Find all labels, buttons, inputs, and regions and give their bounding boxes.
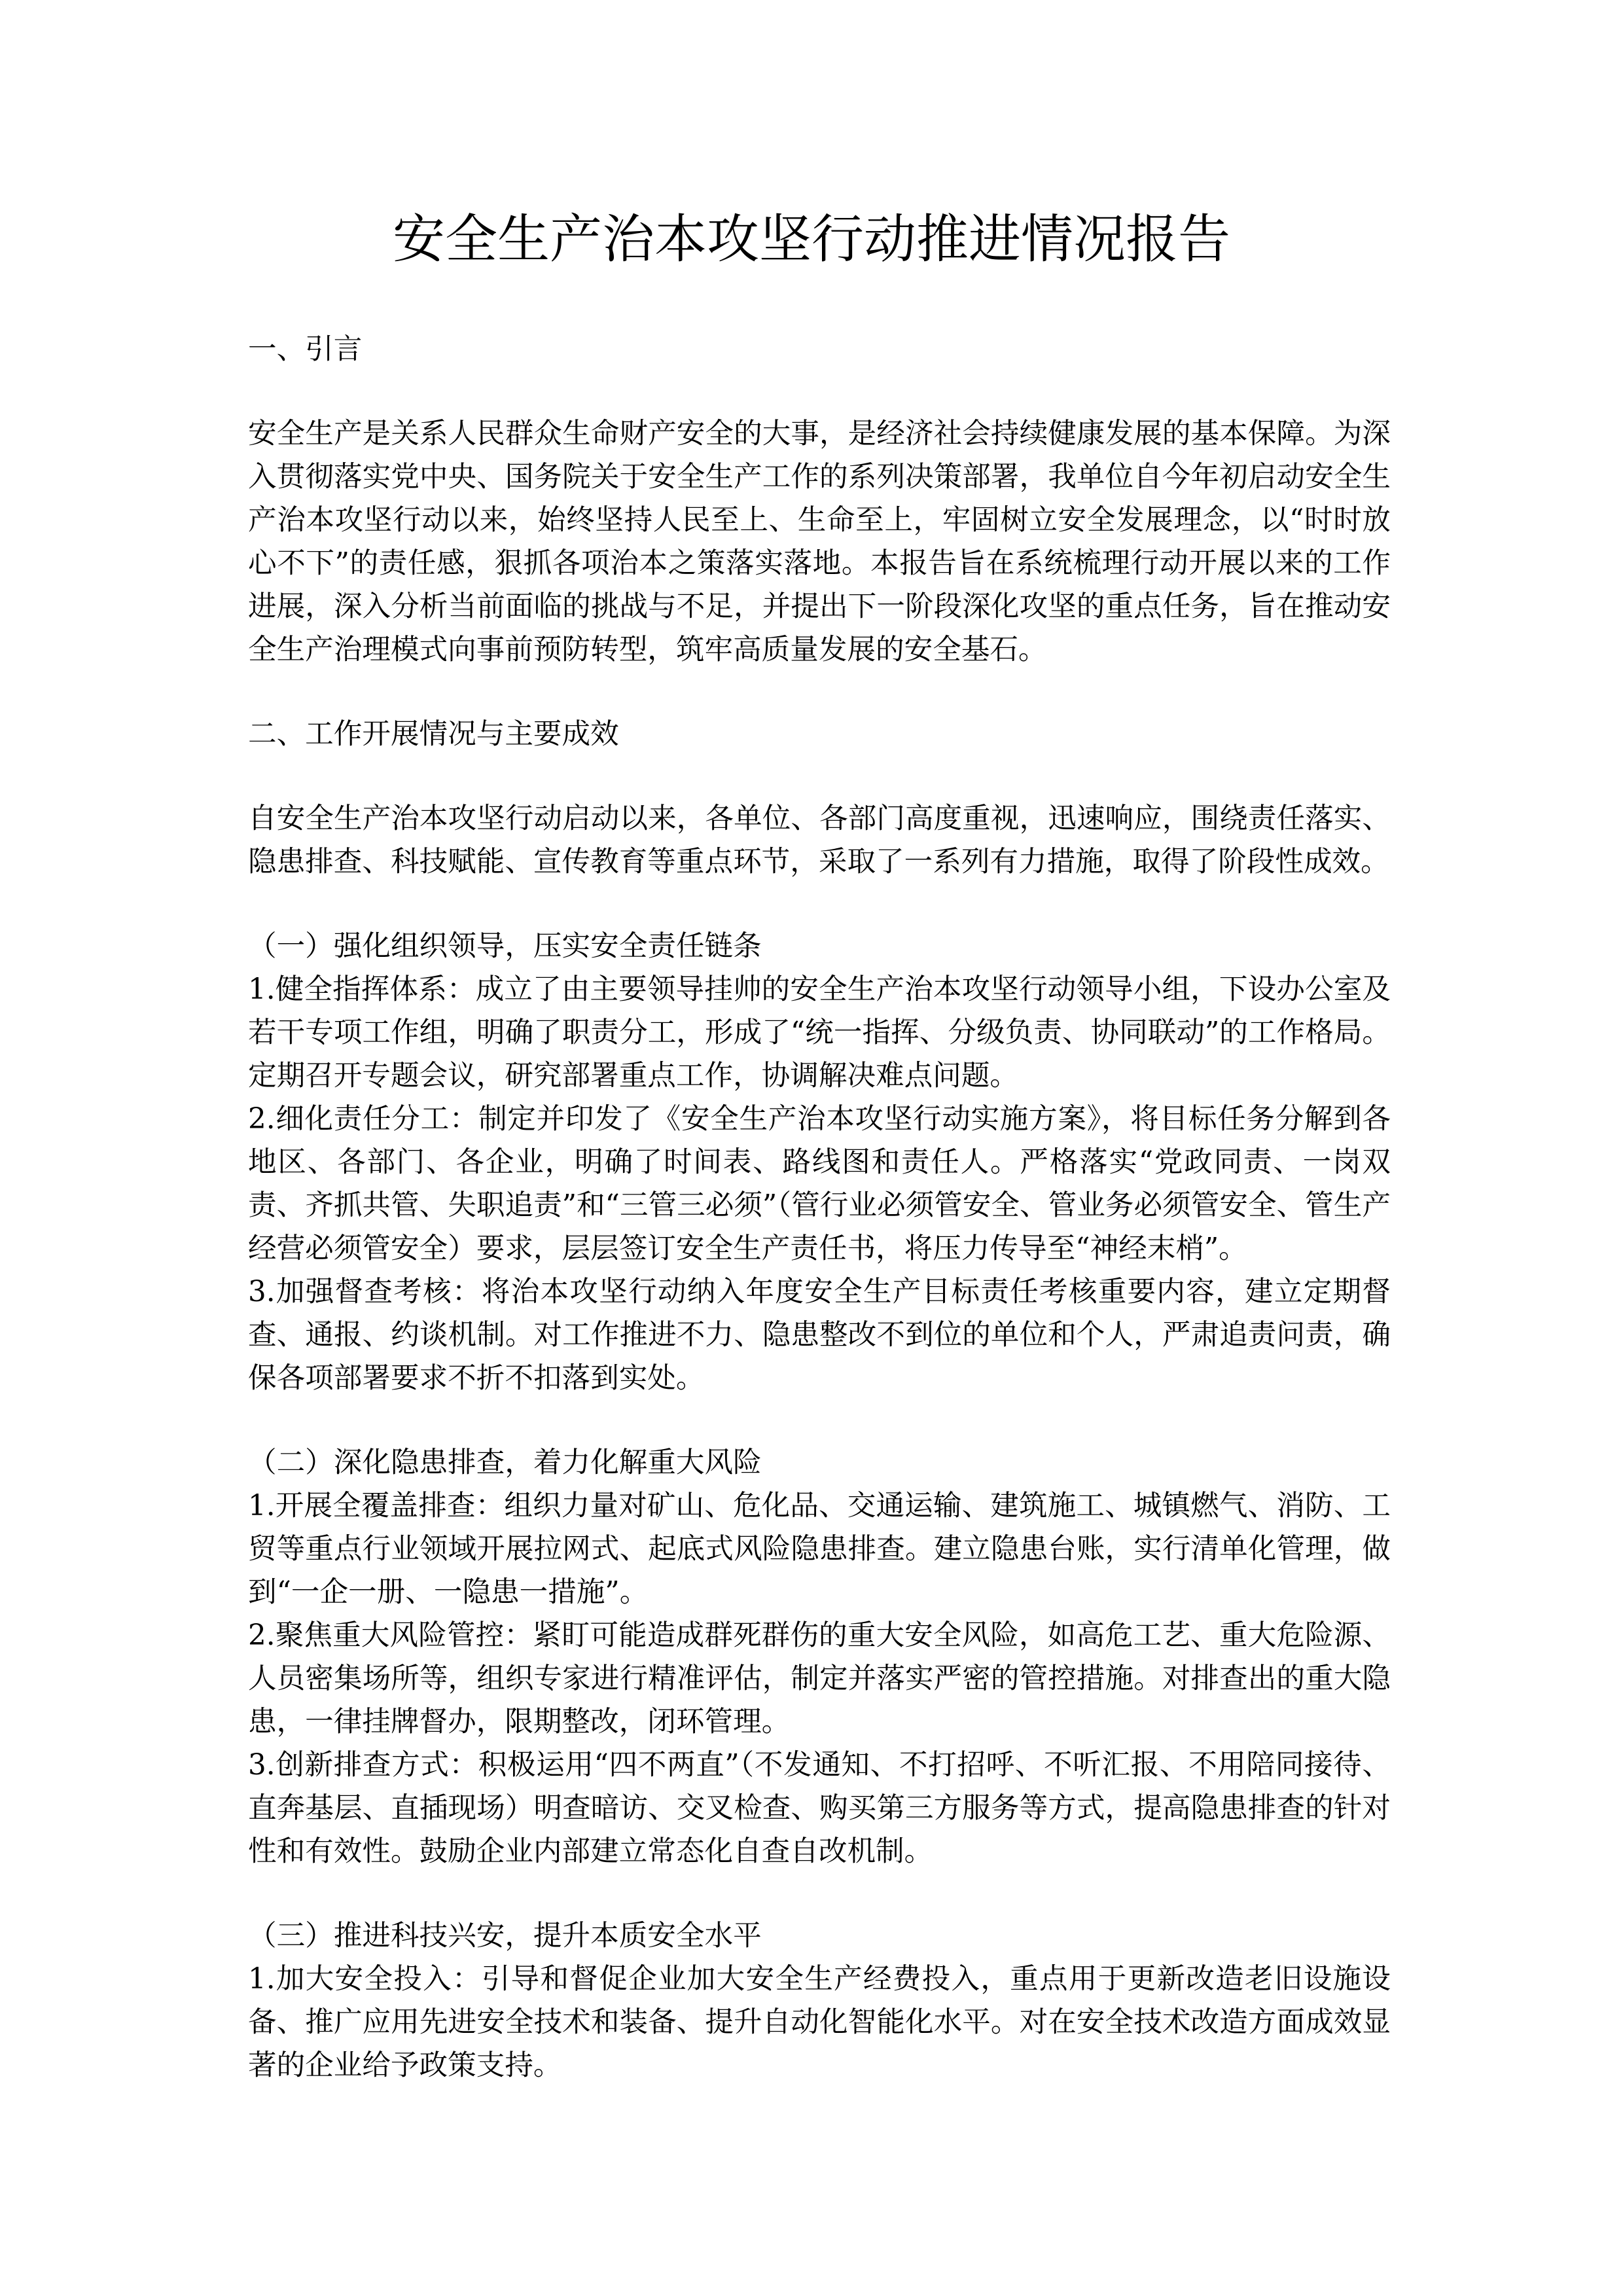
intro-paragraph: 安全生产是关系人民群众生命财产安全的大事，是经济社会持续健康发展的基本保障。为深入贯彻落实党中央、国务院关于安全生产工作的系列决策部署，我单位自今年初启动安全生产治本攻坚行动以来，始终坚持人民至上、生命至上，牢固树立安全发展理念，以“时时放心不下”的责任感，狠抓各项治本之策落实落地。本报告旨在系统梳理行动开展以来的工作进展，深入分析当前面临的挑战与不足，并提出下一阶段深化攻坚的重点任务，旨在推动安全生产治理模式向事前预防转型，筑牢高质量发展的安全基石。 [248,418,1391,666]
list-item: 1.健全指挥体系：成立了由主要领导挂帅的安全生产治本攻坚行动领导小组，下设办公室及若干专项工作组，明确了职责分工，形成了“统一指挥、分级负责、协同联动”的工作格局。定期召开专题会议，研究部署重点工作，协调解决难点问题。 [248,973,1391,1092]
document-body [248,328,1391,2087]
list-item: 2.细化责任分工：制定并印发了《安全生产治本攻坚行动实施方案》，将目标任务分解到各地区、各部门、各企业，明确了时间表、路线图和责任人。严格落实“党政同责、一岗双责、齐抓共管、失职追责”和“三管三必须”（管行业必须管安全、管业务必须管安全、管生产经营必须管安全）要求，层层签订安全生产责任书，将压力传导至“神经末梢”。 [248,1103,1391,1265]
subsection-heading-3: （三）推进科技兴安，提升本质安全水平 [248,1920,762,1952]
list-item: 3.加强督查考核：将治本攻坚行动纳入年度安全生产目标责任考核重要内容，建立定期督查、通报、约谈机制。对工作推进不力、隐患整改不到位的单位和个人，严肃追责问责，确保各项部署要求不折不扣落到实处。 [248,1276,1391,1395]
section-heading-intro: 一、引言 [248,333,363,366]
section-heading-progress: 二、工作开展情况与主要成效 [248,718,619,751]
list-item: 1.开展全覆盖排查：组织力量对矿山、危化品、交通运输、建筑施工、城镇燃气、消防、工贸等重点行业领域开展拉网式、起底式风险隐患排查。建立隐患台账，实行清单化管理，做到“一企一册、一隐患一措施”。 [248,1490,1391,1609]
subsection-heading-1: （一）强化组织领导，压实安全责任链条 [248,930,762,963]
list-item: 1.加大安全投入：引导和督促企业加大安全生产经费投入，重点用于更新改造老旧设施设备、推广应用先进安全技术和装备、提升自动化智能化水平。对在安全技术改造方面成效显著的企业给予政策支持。 [248,1963,1391,2082]
document-title: 安全生产治本攻坚行动推进情况报告 [393,209,1230,270]
subsection-heading-2: （二）深化隐患排查，着力化解重大风险 [248,1446,762,1479]
list-item: 2.聚焦重大风险管控：紧盯可能造成群死群伤的重大安全风险，如高危工艺、重大危险源、人员密集场所等，组织专家进行精准评估，制定并落实严密的管控措施。对排查出的重大隐患，一律挂牌督办，限期整改，闭环管理。 [248,1619,1391,1738]
progress-paragraph: 自安全生产治本攻坚行动启动以来，各单位、各部门高度重视，迅速响应，围绕责任落实、隐患排查、科技赋能、宣传教育等重点环节，采取了一系列有力措施，取得了阶段性成效。 [248,802,1391,878]
list-item: 3.创新排查方式：积极运用“四不两直”（不发通知、不打招呼、不听汇报、不用陪同接待、直奔基层、直插现场）明查暗访、交叉检查、购买第三方服务等方式，提高隐患排查的针对性和有效性。鼓励企业内部建立常态化自查自改机制。 [248,1749,1391,1868]
